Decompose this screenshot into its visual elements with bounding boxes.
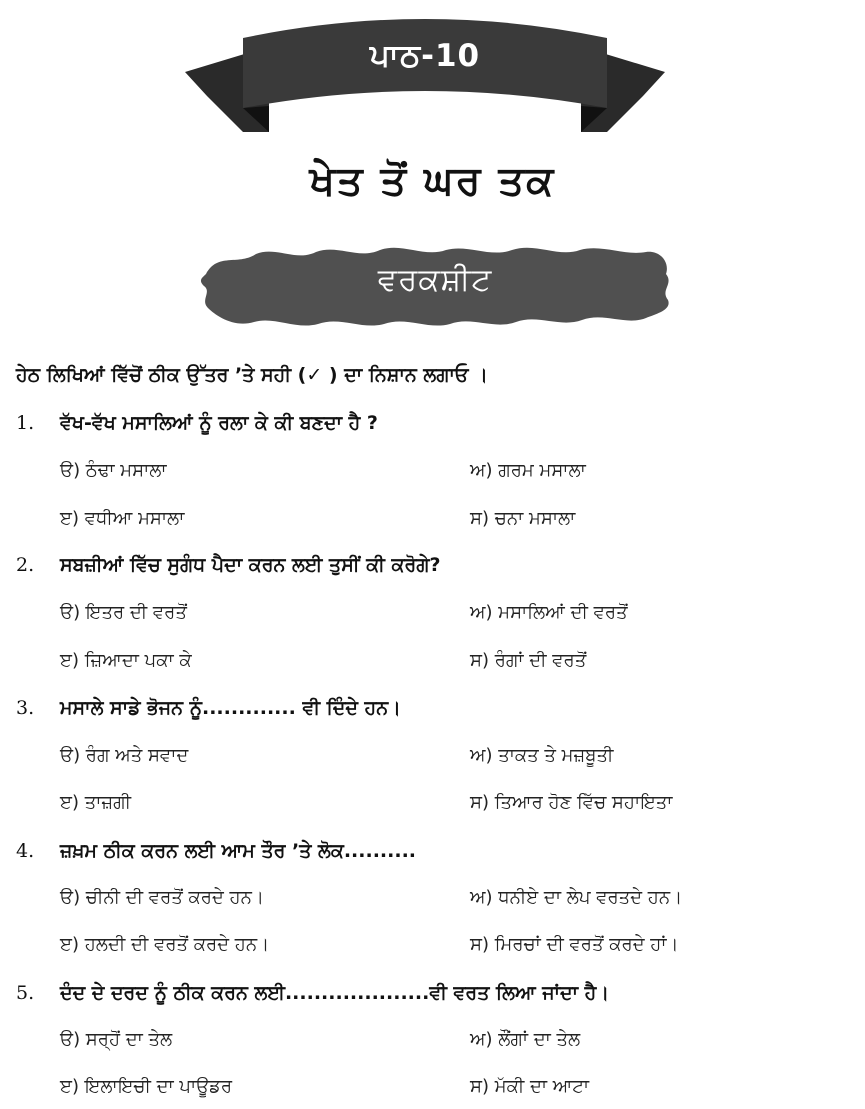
- option-b[interactable]: ਅ) ਗਰਮ ਮਸਾਲਾ: [470, 460, 586, 481]
- instruction-text: ਹੇਠ ਲਿਖਿਆਂ ਵਿੱਚੋਂ ਠੀਕ ਉੱਤਰ ’ਤੇ ਸਹੀ (✓ ) ਦਾ ਨਿਸ਼ਾਨ ਲਗਾਓ ।: [16, 364, 488, 386]
- ribbon-shape: [185, 18, 665, 136]
- question-text: ਵੱਖ-ਵੱਖ ਮਸਾਲਿਆਂ ਨੂੰ ਰਲਾ ਕੇ ਕੀ ਬਣਦਾ ਹੈ ?: [60, 412, 378, 434]
- option-d[interactable]: ਸ) ਚਨਾ ਮਸਾਲਾ: [470, 508, 576, 529]
- option-c[interactable]: ੲ) ਇਲਾਇਚੀ ਦਾ ਪਾਊਡਰ: [60, 1076, 233, 1097]
- option-d[interactable]: ਸ) ਮਿਰਚਾਂ ਦੀ ਵਰਤੋਂ ਕਰਦੇ ਹਾਂ।: [470, 934, 679, 955]
- option-c[interactable]: ੲ) ਹਲਦੀ ਦੀ ਵਰਤੋਂ ਕਰਦੇ ਹਨ।: [60, 934, 270, 955]
- question-3: [16, 697, 401, 719]
- option-b[interactable]: ਅ) ਧਨੀਏ ਦਾ ਲੇਪ ਵਰਤਦੇ ਹਨ।: [470, 887, 683, 908]
- question-number: 4.: [16, 840, 35, 862]
- chapter-label: ਪਾਠ-10: [369, 38, 481, 74]
- option-b[interactable]: ਅ) ਲੌਂਗਾਂ ਦਾ ਤੇਲ: [470, 1029, 581, 1050]
- question-number: 5.: [16, 982, 35, 1004]
- question-text: ਦੰਦ ਦੇ ਦਰਦ ਨੂੰ ਠੀਕ ਕਰਨ ਲਈ....................ਵੀ ਵਰਤ ਲਿਆ ਜਾਂਦਾ ਹੈ।: [60, 982, 610, 1004]
- question-text: ਜ਼ਖ਼ਮ ਠੀਕ ਕਰਨ ਲਈ ਆਮ ਤੌਰ ’ਤੇ ਲੋਕ..........: [60, 840, 416, 862]
- question-number: 1.: [16, 412, 35, 434]
- option-a[interactable]: ੳ) ਇਤਰ ਦੀ ਵਰਤੋਂ: [60, 602, 187, 623]
- question-1: [16, 412, 378, 434]
- option-d[interactable]: ਸ) ਤਿਆਰ ਹੋਣ ਵਿੱਚ ਸਹਾਇਤਾ: [470, 792, 673, 813]
- question-text: ਸਬਜ਼ੀਆਂ ਵਿੱਚ ਸੁਗੰਧ ਪੈਦਾ ਕਰਨ ਲਈ ਤੁਸੀਂ ਕੀ ਕਰੋਗੇ?: [60, 554, 441, 576]
- question-number: 3.: [16, 697, 35, 719]
- question-text: ਮਸਾਲੇ ਸਾਡੇ ਭੋਜਨ ਨੂੰ............. ਵੀ ਦਿੰਦੇ ਹਨ।: [60, 697, 401, 719]
- option-a[interactable]: ੳ) ਸਰ੍ਹੋਂ ਦਾ ਤੇਲ: [60, 1029, 173, 1050]
- option-d[interactable]: ਸ) ਰੰਗਾਂ ਦੀ ਵਰਤੋਂ: [470, 650, 587, 671]
- chapter-title: ਖੇਤ ਤੋਂ ਘਰ ਤਕ: [309, 158, 556, 204]
- option-b[interactable]: ਅ) ਮਸਾਲਿਆਂ ਦੀ ਵਰਤੋਂ: [470, 602, 628, 623]
- question-2: [16, 554, 440, 576]
- question-4: [16, 840, 416, 862]
- chapter-banner: [185, 18, 665, 136]
- worksheet-label: ਵਰਕਸ਼ੀਟ: [377, 262, 493, 298]
- question-number: 2.: [16, 554, 35, 576]
- option-c[interactable]: ੲ) ਜ਼ਿਆਦਾ ਪਕਾ ਕੇ: [60, 650, 192, 671]
- option-a[interactable]: ੳ) ਰੰਗ ਅਤੇ ਸਵਾਦ: [60, 745, 189, 766]
- option-c[interactable]: ੲ) ਵਧੀਆ ਮਸਾਲਾ: [60, 508, 185, 529]
- option-c[interactable]: ੲ) ਤਾਜ਼ਗੀ: [60, 792, 132, 813]
- option-b[interactable]: ਅ) ਤਾਕਤ ਤੇ ਮਜ਼ਬੂਤੀ: [470, 745, 614, 766]
- option-a[interactable]: ੳ) ਚੀਨੀ ਦੀ ਵਰਤੋਂ ਕਰਦੇ ਹਨ।: [60, 887, 264, 908]
- question-5: [16, 982, 609, 1004]
- worksheet-badge: [198, 244, 672, 326]
- option-a[interactable]: ੳ) ਠੰਢਾ ਮਸਾਲਾ: [60, 460, 167, 481]
- option-d[interactable]: ਸ) ਮੱਕੀ ਦਾ ਆਟਾ: [470, 1076, 590, 1097]
